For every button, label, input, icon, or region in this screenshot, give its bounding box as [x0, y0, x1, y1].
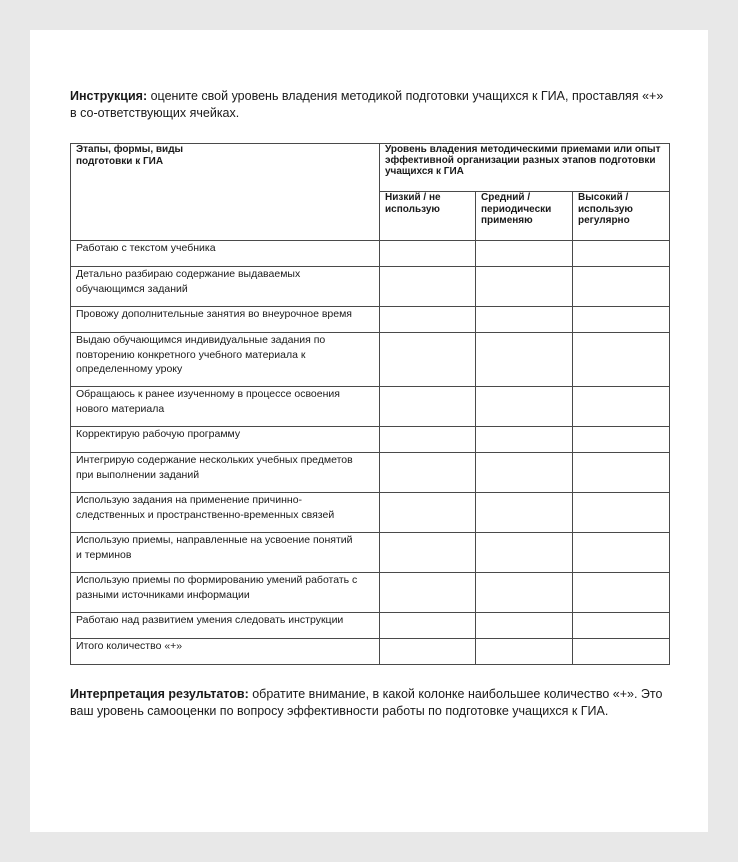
stage-label: Использую приемы, направленные на усвоение понятий и терминов [71, 533, 380, 573]
high-cell[interactable] [573, 333, 670, 387]
low-total-cell[interactable] [380, 639, 476, 665]
stage-label: Интегрирую содержание нескольких учебных предметов при выполнении заданий [71, 453, 380, 493]
stage-label: Работаю над развитием умения следовать инструкции [71, 613, 380, 639]
low-cell[interactable] [380, 493, 476, 533]
high-cell[interactable] [573, 427, 670, 453]
stage-column-header: Этапы, формы, виды подготовки к ГИА [71, 144, 380, 241]
medium-cell[interactable] [476, 241, 573, 267]
table-row [71, 533, 670, 573]
medium-cell[interactable] [476, 333, 573, 387]
low-cell[interactable] [380, 613, 476, 639]
low-cell[interactable] [380, 427, 476, 453]
high-cell[interactable] [573, 267, 670, 307]
table-row [71, 493, 670, 533]
high-cell[interactable] [573, 573, 670, 613]
low-cell[interactable] [380, 267, 476, 307]
stage-label: Провожу дополнительные занятия во внеурочное время [71, 307, 380, 333]
stage-label: Работаю с текстом учебника [71, 241, 380, 267]
interpretation-label: Интерпретация результатов: [70, 687, 249, 701]
table-row-total [71, 639, 670, 665]
table-row [71, 333, 670, 387]
high-cell[interactable] [573, 613, 670, 639]
high-cell[interactable] [573, 241, 670, 267]
medium-cell[interactable] [476, 427, 573, 453]
table-row [71, 453, 670, 493]
high-total-cell[interactable] [573, 639, 670, 665]
high-cell[interactable] [573, 453, 670, 493]
level-group-header: Уровень владения методическими приемами или опыт эффективной организации разных этапов подготовки учащихся к ГИА [380, 144, 670, 192]
low-cell[interactable] [380, 307, 476, 333]
instruction-label: Инструкция: [70, 89, 148, 103]
medium-cell[interactable] [476, 387, 573, 427]
self-assessment-table [70, 143, 670, 665]
low-cell[interactable] [380, 387, 476, 427]
table-row [71, 267, 670, 307]
low-cell[interactable] [380, 573, 476, 613]
high-cell[interactable] [573, 533, 670, 573]
table-row [71, 613, 670, 639]
low-cell[interactable] [380, 333, 476, 387]
high-cell[interactable] [573, 307, 670, 333]
medium-cell[interactable] [476, 613, 573, 639]
stage-label: Использую приемы по формированию умений работать с разными источниками информации [71, 573, 380, 613]
level-header-high: Высокий / использую регулярно [573, 192, 670, 241]
table-row [71, 241, 670, 267]
medium-cell[interactable] [476, 307, 573, 333]
high-cell[interactable] [573, 387, 670, 427]
stage-label: Выдаю обучающимся индивидуальные задания по повторению конкретного учебного материала к определенному уроку [71, 333, 380, 387]
medium-total-cell[interactable] [476, 639, 573, 665]
table-row [71, 307, 670, 333]
total-label: Итого количество «+» [71, 639, 380, 665]
low-cell[interactable] [380, 533, 476, 573]
table-row [71, 573, 670, 613]
low-cell[interactable] [380, 453, 476, 493]
level-header-low: Низкий / не использую [380, 192, 476, 241]
stage-label: Детально разбираю содержание выдаваемых обучающимся заданий [71, 267, 380, 307]
medium-cell[interactable] [476, 533, 573, 573]
interpretation-paragraph [70, 686, 670, 720]
medium-cell[interactable] [476, 267, 573, 307]
table-row [71, 387, 670, 427]
medium-cell[interactable] [476, 453, 573, 493]
stage-label: Корректирую рабочую программу [71, 427, 380, 453]
high-cell[interactable] [573, 493, 670, 533]
document-page [30, 30, 708, 832]
interpretation-text: обратите внимание, в какой колонке наибольшее количество «+». Это ваш уровень самооценки по вопросу эффективности работы по подготовке учащихся к ГИА. [70, 687, 663, 718]
medium-cell[interactable] [476, 573, 573, 613]
instruction-paragraph [70, 88, 670, 122]
stage-label: Использую задания на применение причинно-следственных и пространственно-временных связей [71, 493, 380, 533]
table-row [71, 427, 670, 453]
low-cell[interactable] [380, 241, 476, 267]
medium-cell[interactable] [476, 493, 573, 533]
instruction-text: оцените свой уровень владения методикой подготовки учащихся к ГИА, проставляя «+» в со-ответствующих ячейках. [70, 89, 664, 120]
stage-label: Обращаюсь к ранее изученному в процессе освоения нового материала [71, 387, 380, 427]
level-header-medium: Средний / периодически применяю [476, 192, 573, 241]
